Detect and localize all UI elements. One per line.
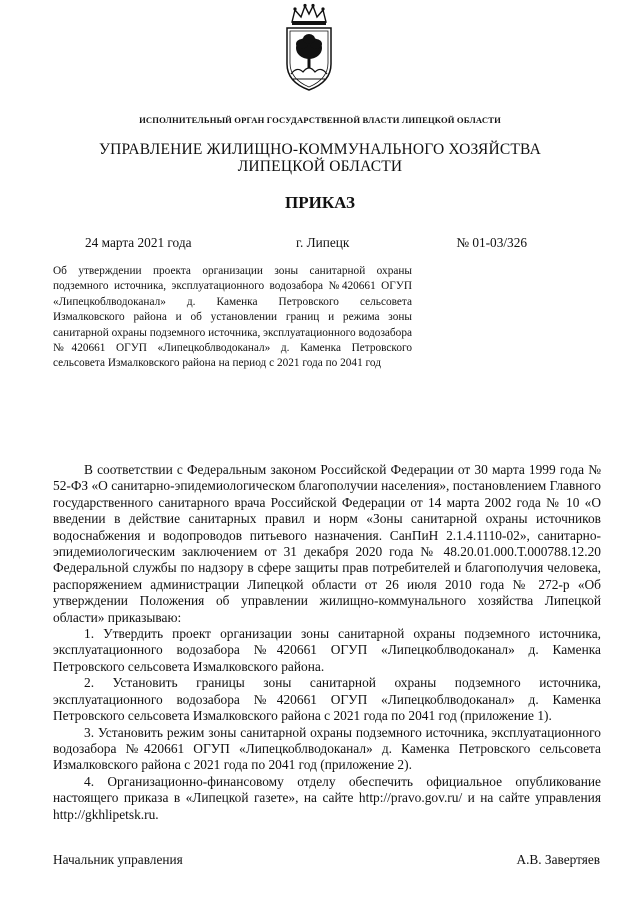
issuing-authority: ИСПОЛНИТЕЛЬНЫЙ ОРГАН ГОСУДАРСТВЕННОЙ ВЛАСТИ ЛИПЕЦКОЙ ОБЛАСТИ [139, 115, 501, 125]
department-line-1: УПРАВЛЕНИЕ ЖИЛИЩНО-КОММУНАЛЬНОГО ХОЗЯЙСТВА [98, 141, 541, 158]
signatory-position: Начальник управления [53, 852, 183, 867]
order-subject: Об утверждении проекта организации зоны санитарной охраны подземного источника, эксплуатационного водозабора №420661 ОГУП «Липецкоблводоканал» д. Каменка Петровского сельсовета Измалковского района и об установлении границ и режима зоны санитарной охраны подземного источника, эксплуатационного водозабора №420661 ОГУП «Липецкоблводоканал» д. Каменка Петровского сельсовета Измалковского района на период с 2021 года по 2041 год [53, 265, 412, 370]
order-item-4: 4. Организационно-финансовому отделу обеспечить официальное опубликование настоящего приказа в «Липецкой газете», на сайте http://pravo.gov.ru/ и на сайте управления http://gkhlipetsk.ru. [53, 773, 601, 822]
department-line-2: ЛИПЕЦКОЙ ОБЛАСТИ [237, 158, 403, 175]
order-item-2: 2. Установить границы зоны санитарной охраны подземного источника, эксплуатационного водозабора №420661 ОГУП «Липецкоблводоканал» д. Каменка Петровского сельсовета Измалковского района с 2021 года по 2041 год (приложение 1). [53, 675, 601, 724]
order-date: 24 марта 2021 года [85, 235, 192, 250]
order-body [53, 462, 601, 823]
coat-of-arms-icon [283, 2, 335, 92]
signatory-name: А.В. Завертяев [516, 852, 600, 867]
preamble-paragraph: В соответствии с Федеральным законом Российской Федерации от 30 марта 1999 года № 52-ФЗ «О санитарно-эпидемиологическом благополучии населения», постановлением Главного государственного санитарного врача Российской Федерации от 14 марта 2002 года № 10 «О введении в действие санитарных правил и норм «Зоны санитарной охраны источников водоснабжения и водопроводов питьевого назначения. СанПиН 2.1.4.1110-02», санитарно-эпидемиологическим заключением от 31 декабря 2020 года № 48.20.01.000.Т.000788.12.20 Федеральной службы по надзору в сфере защиты прав потребителей и благополучия человека, распоряжением администрации Липецкой области от 26 июля 2010 года № 272-р «Об утверждении Положения об управлении жилищно-коммунального хозяйства Липецкой области» приказываю: [53, 462, 601, 625]
document-type: ПРИКАЗ [285, 193, 355, 212]
order-number: № 01-03/326 [456, 235, 527, 250]
order-city: г. Липецк [296, 235, 350, 250]
order-item-1: 1. Утвердить проект организации зоны санитарной охраны подземного источника, эксплуатационного водозабора №420661 ОГУП «Липецкоблводоканал» д. Каменка Петровского сельсовета Измалковского района. [53, 626, 601, 674]
department-name [0, 141, 640, 175]
order-item-3: 3. Установить режим зоны санитарной охраны подземного источника, эксплуатационного водозабора №420661 ОГУП «Липецкоблводоканал» д. Каменка Петровского сельсовета Измалковского района с 2021 года по 2041 год (приложение 2). [53, 724, 601, 773]
